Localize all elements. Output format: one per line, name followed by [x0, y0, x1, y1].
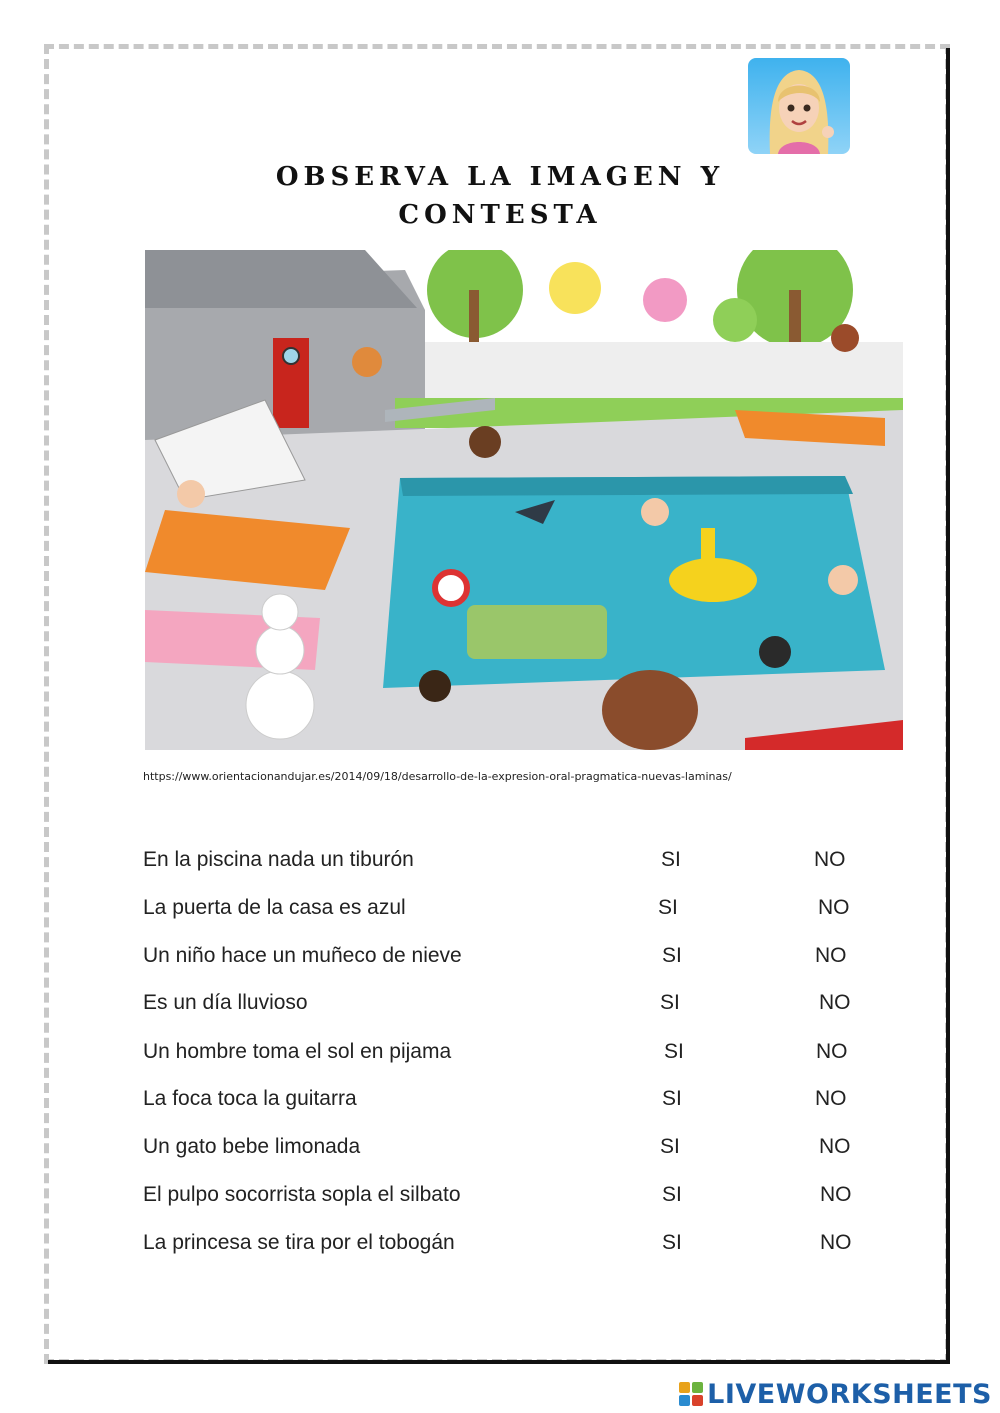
answer-yes[interactable]: SI [660, 1135, 680, 1158]
question-text: La princesa se tira por el tobogán [143, 1231, 455, 1254]
question-text: Un hombre toma el sol en pijama [143, 1040, 452, 1063]
question-text: Un gato bebe limonada [143, 1135, 361, 1158]
answer-no[interactable]: NO [819, 1135, 851, 1158]
page-title [150, 158, 850, 234]
answer-no[interactable]: NO [815, 944, 847, 967]
teacher-avatar [748, 58, 850, 154]
image-source-credit: https://www.orientacionandujar.es/2014/09/18/desarrollo-de-la-expresion-oral-pragmatica-nuevas-laminas/ [143, 770, 732, 783]
answer-yes[interactable]: SI [662, 1183, 682, 1206]
answer-yes[interactable]: SI [660, 991, 680, 1014]
question-text: Es un día lluvioso [143, 991, 308, 1014]
title-line-2: CONTESTA [398, 200, 602, 230]
liveworksheets-brand [679, 1378, 992, 1410]
pool-scene-illustration [145, 250, 903, 750]
answer-no[interactable]: NO [818, 896, 850, 919]
liveworksheets-logo-icon [679, 1382, 703, 1406]
answer-yes[interactable]: SI [664, 1040, 684, 1063]
title-line-1: OBSERVA LA IMAGEN Y [275, 162, 725, 192]
question-text: El pulpo socorrista sopla el silbato [143, 1183, 461, 1206]
question-text: La foca toca la guitarra [143, 1087, 357, 1110]
answer-yes[interactable]: SI [662, 1231, 682, 1254]
answer-no[interactable]: NO [819, 991, 851, 1014]
answer-no[interactable]: NO [820, 1183, 852, 1206]
answer-no[interactable]: NO [820, 1231, 852, 1254]
answer-no[interactable]: NO [815, 1087, 847, 1110]
question-text: La puerta de la casa es azul [143, 896, 406, 919]
question-text: En la piscina nada un tiburón [143, 848, 414, 871]
answer-no[interactable]: NO [816, 1040, 848, 1063]
answer-yes[interactable]: SI [658, 896, 678, 919]
brand-name: LIVEWORKSHEETS [707, 1378, 992, 1410]
answer-yes[interactable]: SI [661, 848, 681, 871]
answer-no[interactable]: NO [814, 848, 846, 871]
question-text: Un niño hace un muñeco de nieve [143, 944, 462, 967]
answer-yes[interactable]: SI [662, 944, 682, 967]
answer-yes[interactable]: SI [662, 1087, 682, 1110]
